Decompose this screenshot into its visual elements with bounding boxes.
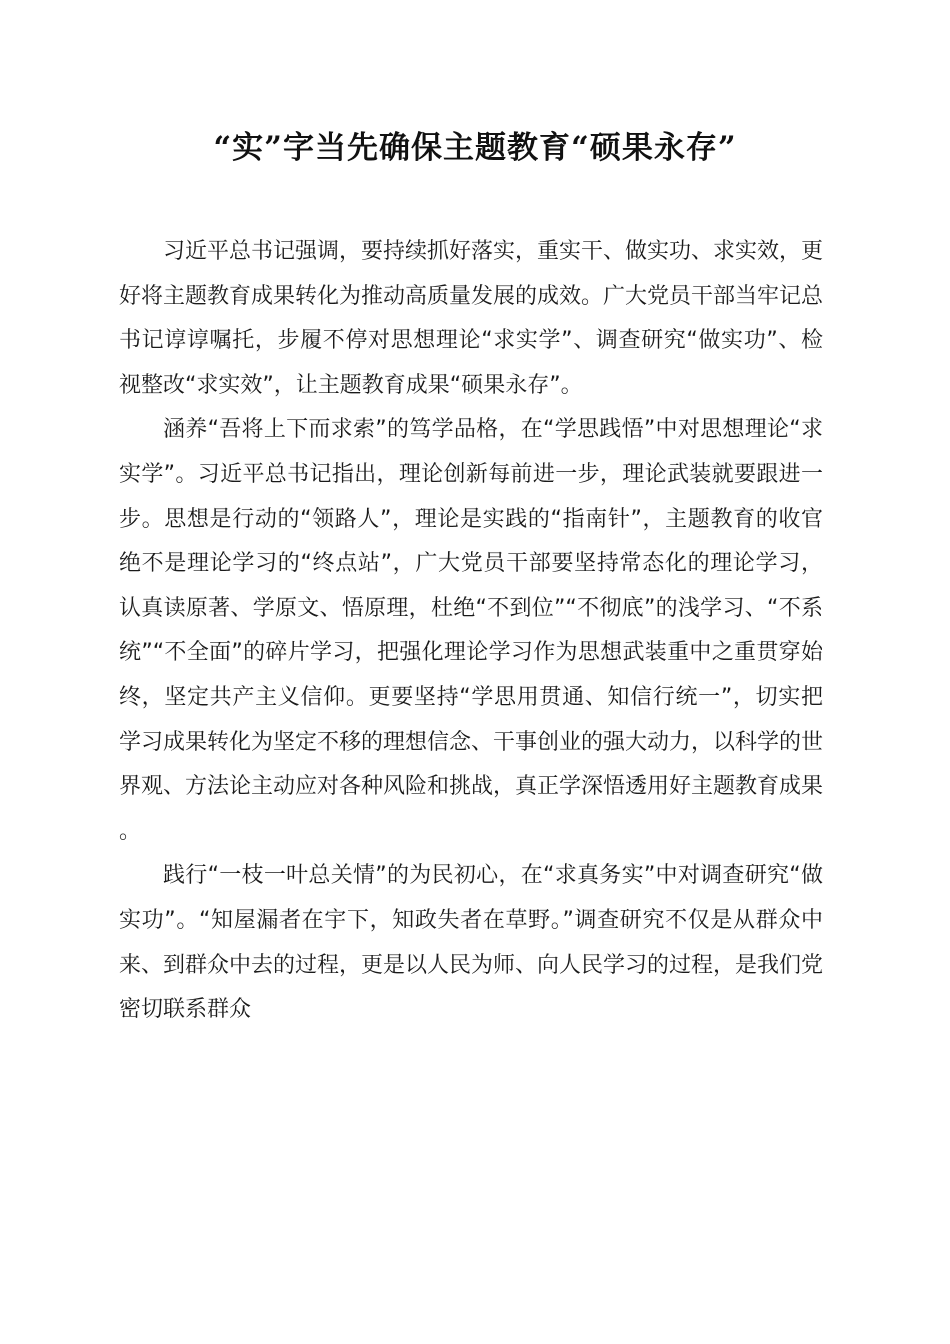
- paragraph-investigation: 践行“一枝一叶总关情”的为民初心，在“求真务实”中对调查研究“做实功”。“知屋漏者在宇下，知政失者在草野。”调查研究不仅是从群众中来、到群众中去的过程，更是以人民为师、向人民学习的过程，是我们党密切联系群众: [119, 863, 824, 1023]
- document-title: “实”字当先确保主题教育“硕果永存”: [213, 130, 737, 166]
- paragraph-intro: 习近平总书记强调，要持续抓好落实，重实干、做实功、求实效，更好将主题教育成果转化为推动高质量发展的成效。广大党员干部当牢记总书记谆谆嘱托，步履不停对思想理论“求实学”、调查研究“做实功”、检视整改“求实效”，让主题教育成果“硕果永存”。: [119, 239, 824, 398]
- document-body: [119, 230, 823, 1033]
- paragraph-theory-study: 涵养“吾将上下而求索”的笃学品格，在“学思践悟”中对思想理论“求实学”。习近平总书记指出，理论创新每前进一步，理论武装就要跟进一步。思想是行动的“领路人”，理论是实践的“指南针”，主题教育的收官绝不是理论学习的“终点站”，广大党员干部要坚持常态化的理论学习，认真读原著、学原文、悟原理，杜绝“不到位”“不彻底”的浅学习、“不系统”“不全面”的碎片学习，把强化理论学习作为思想武装重中之重贯穿始终，坚定共产主义信仰。更要坚持“学思用贯通、知信行统一”，切实把学习成果转化为坚定不移的理想信念、干事创业的强大动力，以科学的世界观、方法论主动应对各种风险和挑战，真正学深悟透用好主题教育成果。: [119, 417, 824, 844]
